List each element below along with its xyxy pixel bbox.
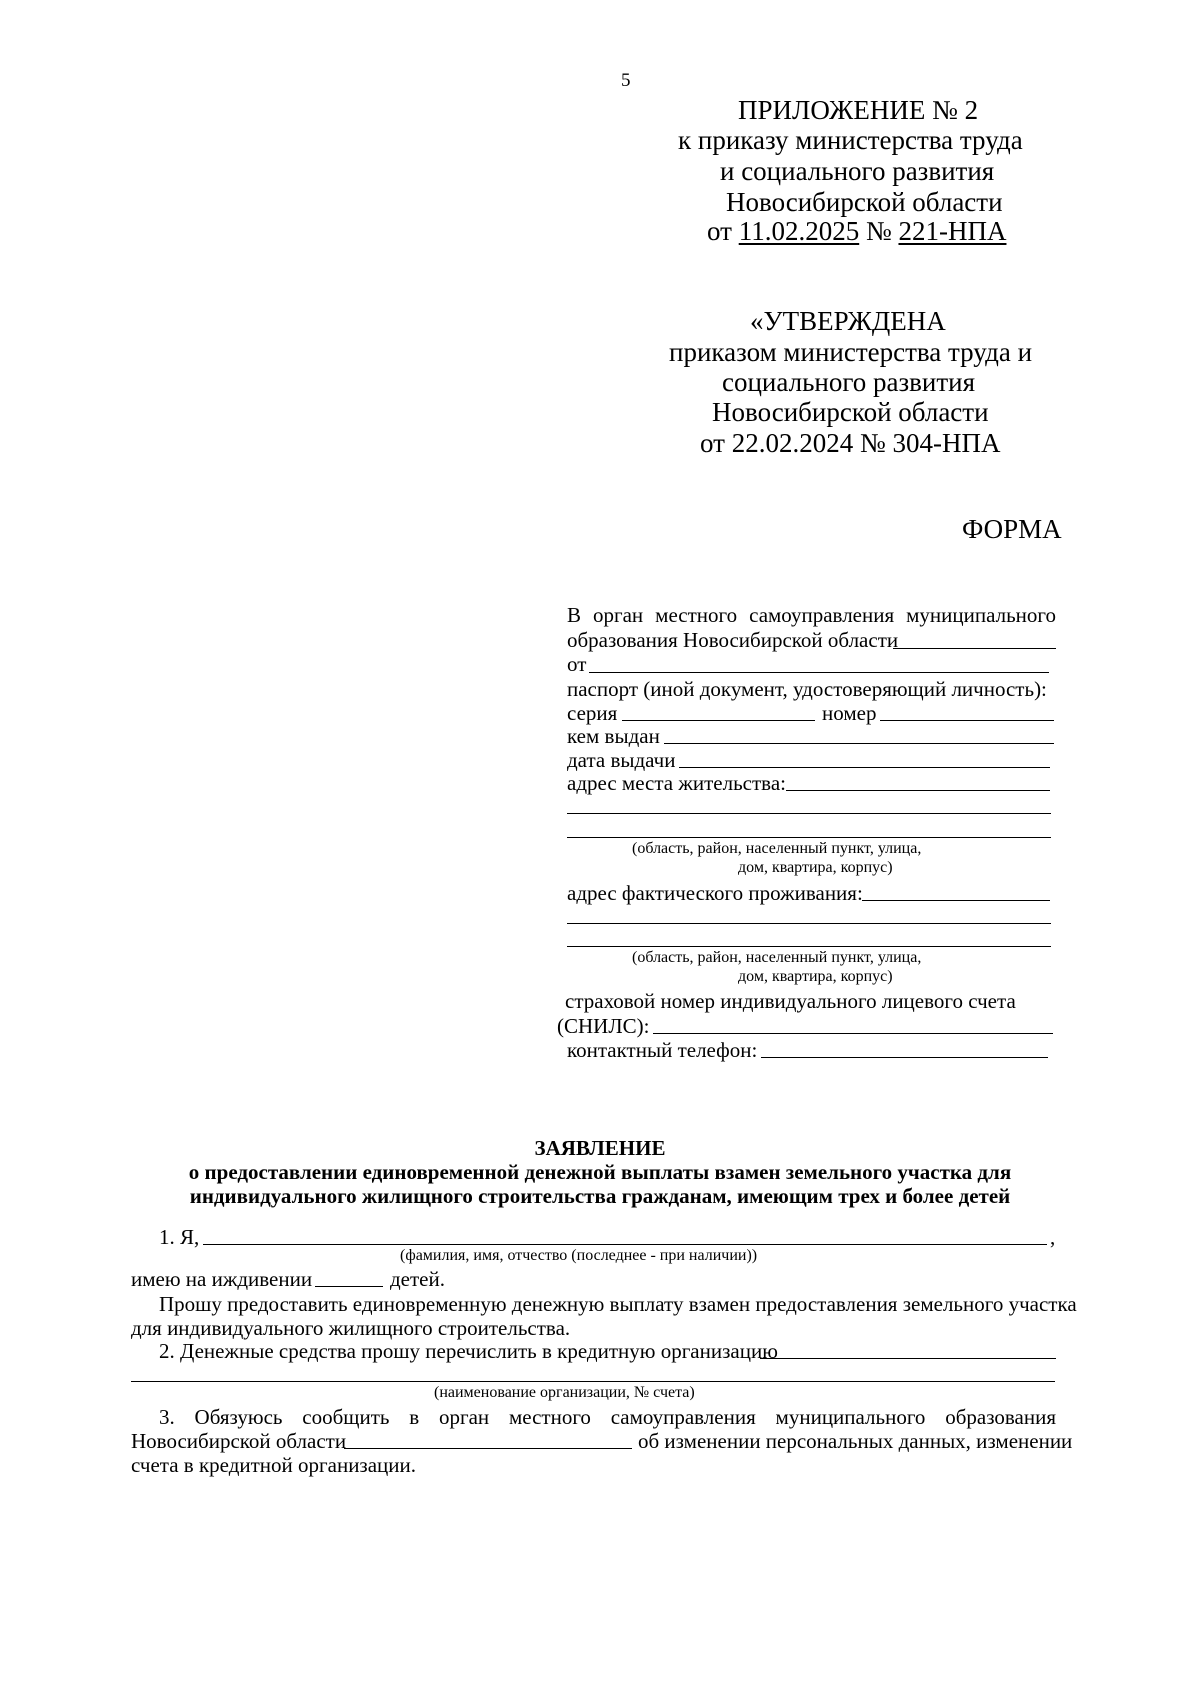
municipality-field-line-2[interactable] xyxy=(344,1448,632,1449)
from-label: от xyxy=(567,652,587,676)
bank-field-line-1[interactable] xyxy=(760,1358,1056,1359)
approved-line-2: приказом министерства труда и xyxy=(669,337,1033,367)
p2-text: 2. Денежные средства прошу перечислить в кредитную организацию xyxy=(159,1339,778,1363)
p1-start: 1. Я, xyxy=(159,1225,200,1249)
p3-line-1: 3. Обязуюсь сообщить в орган местного самоуправления муниципального образования xyxy=(159,1405,1056,1429)
actual-address-field-line-2[interactable] xyxy=(567,923,1051,924)
bank-field-line-2[interactable] xyxy=(131,1381,1055,1382)
dependents-suffix: детей. xyxy=(390,1267,445,1291)
number-field-line[interactable] xyxy=(880,720,1054,721)
addressee-line-2: образования Новосибирской области xyxy=(567,628,899,652)
appendix-line-4: Новосибирской области xyxy=(726,187,1003,217)
series-field-line[interactable] xyxy=(622,720,815,721)
appendix-line-2: к приказу министерства труда xyxy=(678,125,1023,155)
municipality-field-line[interactable] xyxy=(893,648,1056,649)
residence-address-hint-1: (область, район, населенный пункт, улица, xyxy=(632,840,922,857)
appendix-line-3: и социального развития xyxy=(720,156,995,186)
actual-address-label: адрес фактического проживания: xyxy=(567,881,863,905)
passport-label: паспорт (иной документ, удостоверяющий личность): xyxy=(567,677,1047,701)
approved-line-3: социального развития xyxy=(722,367,976,397)
children-count-field-line[interactable] xyxy=(315,1286,383,1287)
bank-hint: (наименование организации, № счета) xyxy=(434,1384,695,1401)
appendix-number-sign: № xyxy=(865,216,892,246)
phone-field-line[interactable] xyxy=(761,1057,1048,1058)
residence-address-hint-2: дом, квартира, корпус) xyxy=(738,859,893,876)
snils-field-line[interactable] xyxy=(653,1033,1053,1034)
actual-address-field-line-3[interactable] xyxy=(567,946,1051,947)
issued-by-field-line[interactable] xyxy=(664,743,1054,744)
p1-comma: , xyxy=(1050,1225,1056,1249)
issue-date-label: дата выдачи xyxy=(567,748,676,772)
p3-line-2-start: Новосибирской области xyxy=(131,1429,347,1453)
request-line-1: Прошу предоставить единовременную денежную выплату взамен предоставления земельного участка xyxy=(159,1292,1077,1316)
dependents-prefix: имею на иждивении xyxy=(131,1267,313,1291)
residence-address-field-line-1[interactable] xyxy=(786,790,1050,791)
approved-title: «УТВЕРЖДЕНА xyxy=(750,306,946,336)
full-name-field-line[interactable] xyxy=(203,1244,1047,1245)
request-line-2: для индивидуального жилищного строительства. xyxy=(131,1316,571,1340)
p3-line-2-end: об изменении персональных данных, изменении xyxy=(638,1429,1073,1453)
series-label: серия xyxy=(567,701,618,725)
statement-title: ЗАЯВЛЕНИЕ xyxy=(534,1136,666,1160)
actual-address-hint-2: дом, квартира, корпус) xyxy=(738,968,893,985)
phone-label: контактный телефон: xyxy=(567,1038,758,1062)
appendix-number: 221-НПА xyxy=(898,216,1007,246)
appendix-date-prefix: от xyxy=(707,216,732,246)
p3-line-3: счета в кредитной организации. xyxy=(131,1453,417,1477)
snils-label-line-1: страховой номер индивидуального лицевого счета xyxy=(565,989,1016,1013)
number-label: номер xyxy=(822,701,877,725)
appendix-date: 11.02.2025 xyxy=(738,216,860,246)
form-label: ФОРМА xyxy=(962,514,1062,544)
issued-by-label: кем выдан xyxy=(567,724,660,748)
page-number: 5 xyxy=(621,70,631,91)
full-name-hint: (фамилия, имя, отчество (последнее - при наличии)) xyxy=(400,1247,758,1264)
residence-address-label: адрес места жительства: xyxy=(567,771,786,795)
statement-subtitle-2: индивидуального жилищного строительства гражданам, имеющим трех и более детей xyxy=(189,1184,1011,1208)
snils-label-line-2: (СНИЛС): xyxy=(557,1014,650,1038)
addressee-line-1: В орган местного самоуправления муниципального xyxy=(567,603,1056,627)
appendix-title: ПРИЛОЖЕНИЕ № 2 xyxy=(738,95,979,125)
residence-address-field-line-3[interactable] xyxy=(567,837,1051,838)
from-field-line[interactable] xyxy=(589,672,1049,673)
appendix-date-line xyxy=(707,215,1006,247)
statement-subtitle-1: о предоставлении единовременной денежной выплаты взамен земельного участка для xyxy=(188,1160,1012,1184)
residence-address-field-line-2[interactable] xyxy=(567,813,1051,814)
approved-line-4: Новосибирской области xyxy=(712,397,989,427)
actual-address-hint-1: (область, район, населенный пункт, улица, xyxy=(632,949,922,966)
approved-line-5: от 22.02.2024 № 304-НПА xyxy=(700,428,1001,458)
issue-date-field-line[interactable] xyxy=(679,767,1050,768)
actual-address-field-line-1[interactable] xyxy=(862,900,1050,901)
